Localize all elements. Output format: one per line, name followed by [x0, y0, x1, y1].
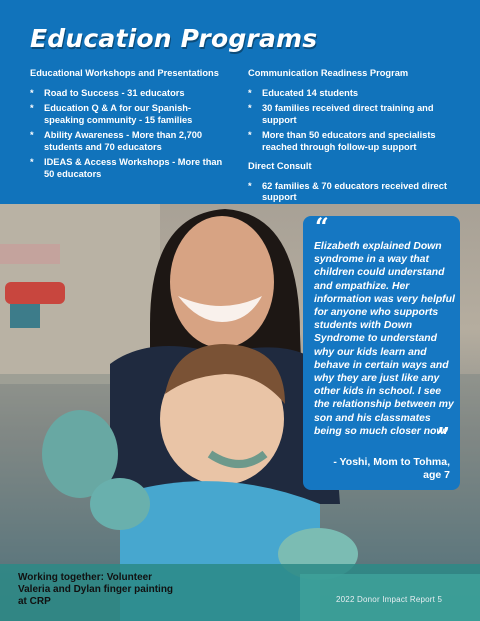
- list-item: * More than 50 educators and specialists reached through follow-up support: [248, 130, 436, 152]
- communication-list: [248, 88, 458, 154]
- page-title: Education Programs: [30, 24, 318, 53]
- bullet-icon: *: [30, 87, 34, 98]
- communication-column: [248, 68, 458, 208]
- header-section: [0, 0, 480, 204]
- bullet-icon: *: [248, 180, 252, 191]
- workshops-heading: Educational Workshops and Presentations: [30, 68, 219, 78]
- workshops-list: [30, 88, 230, 181]
- testimonial-box: [303, 212, 460, 490]
- close-quote-icon: ”: [436, 422, 450, 451]
- page-footer: 2022 Donor Impact Report 5: [336, 595, 443, 604]
- list-item: * Ability Awareness - More than 2,700 students and 70 educators: [30, 130, 203, 152]
- workshops-column: [30, 68, 230, 184]
- photo-caption: Working together: Volunteer Valeria and Dylan finger painting at CRP: [18, 572, 174, 607]
- bullet-icon: *: [30, 103, 34, 113]
- bullet-icon: *: [248, 103, 252, 113]
- open-quote-icon: “: [315, 212, 329, 241]
- bullet-icon: *: [248, 87, 252, 98]
- list-item: * 30 families received direct training and support: [248, 103, 434, 125]
- testimonial-attribution: - Yoshi, Mom to Tohma, age 7: [333, 456, 450, 482]
- testimonial-text: Elizabeth explained Down syndrome in a way that children could understand and empathize. Her information was very helpful for anyone who supports students with Down Syndrome to understand why our kids learn and behave in certain ways and why they are just like any other kids in school. I see the relationship between my son and his classmates being so much closer now.: [314, 241, 455, 437]
- list-item: * Road to Success - 31 educators: [30, 87, 185, 98]
- bullet-icon: *: [30, 130, 34, 140]
- list-item: * 62 families & 70 educators received direct support: [248, 180, 447, 202]
- list-item: * IDEAS & Access Workshops - More than 50 educators: [30, 157, 223, 179]
- communication-heading: Communication Readiness Program: [248, 68, 409, 78]
- direct-consult-heading: Direct Consult: [248, 161, 312, 171]
- list-item: * Educated 14 students: [248, 87, 359, 98]
- list-item: * Education Q & A for our Spanish-speaking community - 15 families: [30, 103, 193, 125]
- bullet-icon: *: [248, 130, 252, 140]
- bullet-icon: *: [30, 157, 34, 167]
- direct-consult-list: [248, 181, 458, 204]
